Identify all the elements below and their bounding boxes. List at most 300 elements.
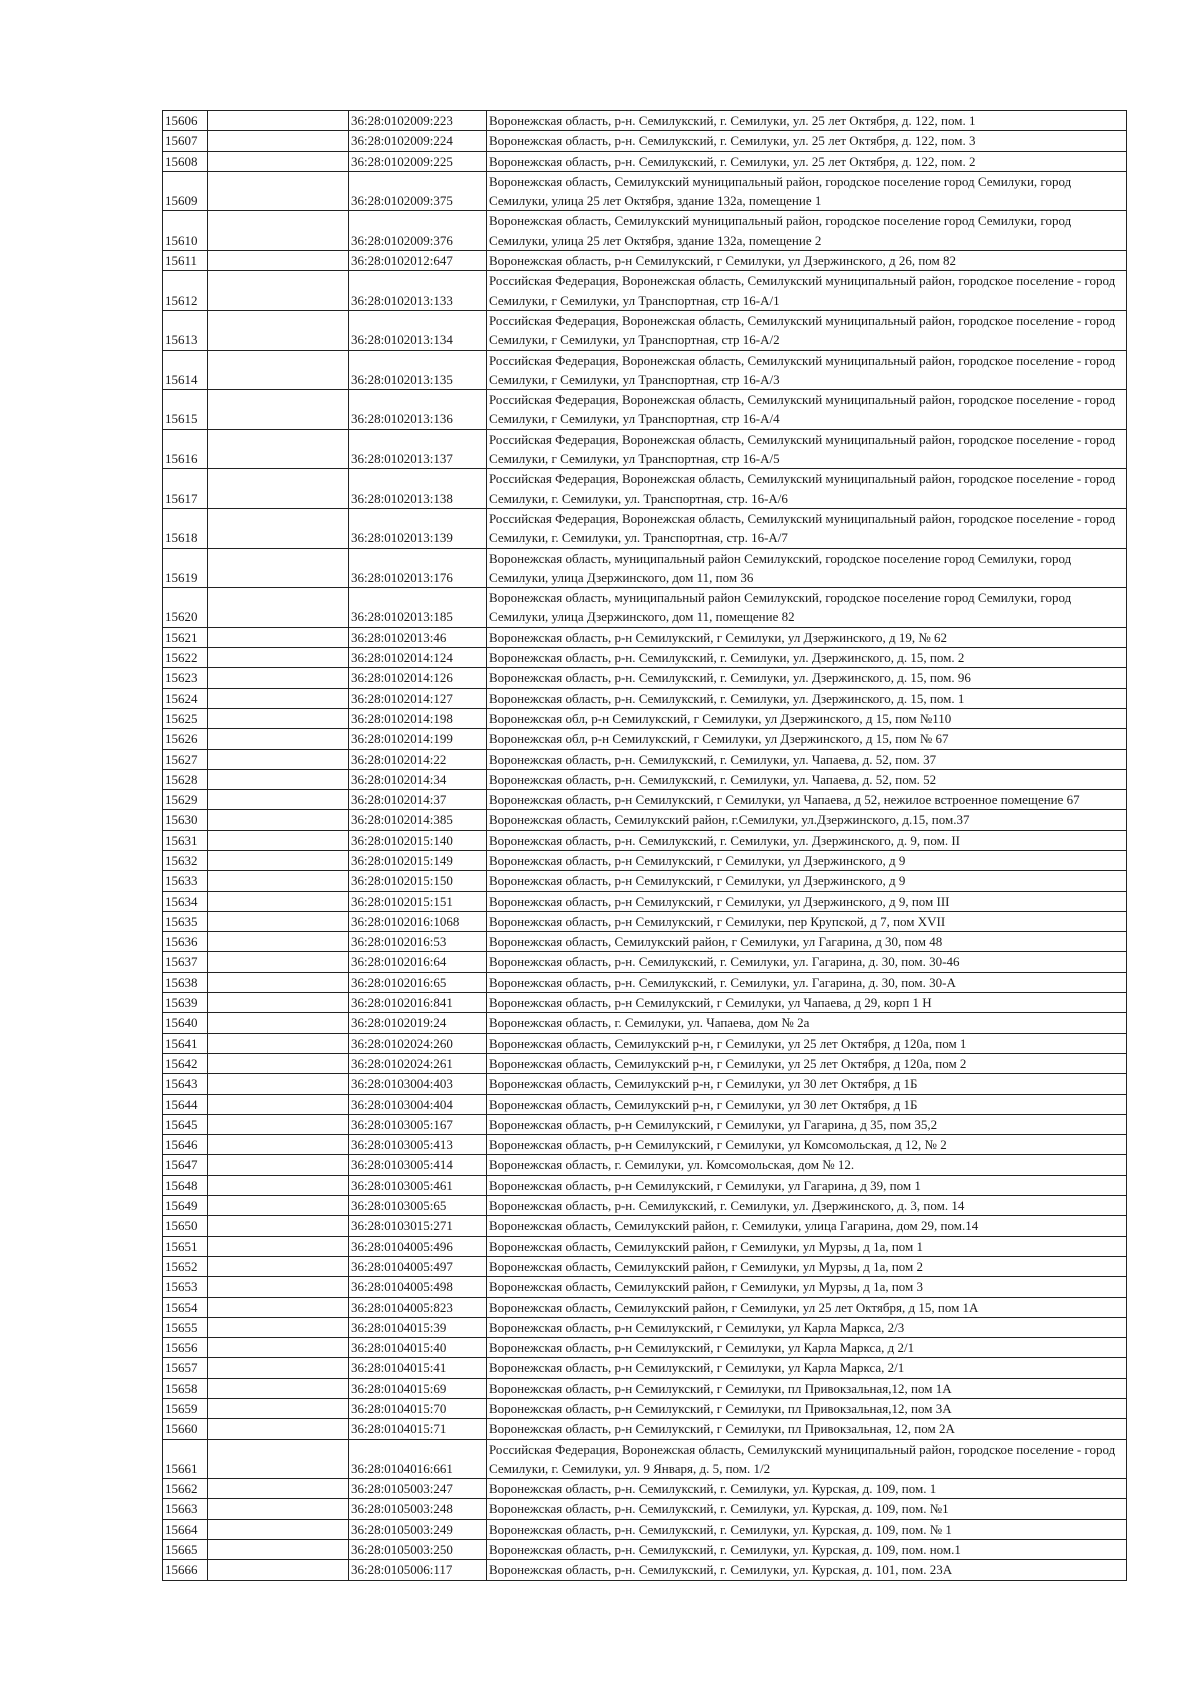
cadastral-number-cell: 36:28:0102013:136 <box>349 390 487 430</box>
table-row <box>163 972 1127 992</box>
empty-cell <box>208 1135 349 1155</box>
address-cell: Воронежская область, р-н. Семилукский, г. Семилуки, ул. 25 лет Октября, д. 122, пом. 3 <box>487 131 1127 151</box>
row-number-cell: 15623 <box>163 668 208 688</box>
address-cell: Воронежская область, р-н. Семилукский, г. Семилуки, ул. 25 лет Октября, д. 122, пом. 2 <box>487 151 1127 171</box>
row-number-cell: 15615 <box>163 390 208 430</box>
cadastral-number-cell: 36:28:0102019:24 <box>349 1013 487 1033</box>
empty-cell <box>208 548 349 588</box>
empty-cell <box>208 1419 349 1439</box>
table-row <box>163 952 1127 972</box>
address-cell: Российская Федерация, Воронежская область, Семилукский муниципальный район, городское поселение - город Семилуки, г Семилуки, ул Транспортная, стр 16-А/3 <box>487 350 1127 390</box>
table-row <box>163 111 1127 131</box>
table-row <box>163 1399 1127 1419</box>
table-row <box>163 548 1127 588</box>
address-cell: Воронежская область, р-н Семилукский, г Семилуки, пер Крупской, д 7, пом XVII <box>487 911 1127 931</box>
table-row <box>163 1338 1127 1358</box>
cadastral-number-cell: 36:28:0102016:64 <box>349 952 487 972</box>
cadastral-number-cell: 36:28:0103005:413 <box>349 1135 487 1155</box>
cadastral-number-cell: 36:28:0104015:40 <box>349 1338 487 1358</box>
address-cell: Российская Федерация, Воронежская область, Семилукский муниципальный район, городское поселение - город Семилуки, г Семилуки, ул Транспортная, стр 16-А/1 <box>487 271 1127 311</box>
cadastral-number-cell: 36:28:0102013:133 <box>349 271 487 311</box>
address-cell: Воронежская область, Семилукский муниципальный район, городское поселение город Семилуки, город Семилуки, улица 25 лет Октября, здание 132а, помещение 2 <box>487 211 1127 251</box>
row-number-cell: 15659 <box>163 1399 208 1419</box>
table-row <box>163 271 1127 311</box>
cadastral-number-cell: 36:28:0102013:176 <box>349 548 487 588</box>
cadastral-number-cell: 36:28:0102014:126 <box>349 668 487 688</box>
row-number-cell: 15636 <box>163 932 208 952</box>
row-number-cell: 15648 <box>163 1175 208 1195</box>
cadastral-number-cell: 36:28:0102024:260 <box>349 1033 487 1053</box>
address-cell: Воронежская область, р-н Семилукский, г Семилуки, ул Гагарина, д 39, пом 1 <box>487 1175 1127 1195</box>
address-cell: Воронежская область, р-н. Семилукский, г. Семилуки, ул. Гагарина, д. 30, пом. 30-А <box>487 972 1127 992</box>
address-cell: Воронежская область, Семилукский р-н, г Семилуки, ул 30 лет Октября, д 1Б <box>487 1094 1127 1114</box>
row-number-cell: 15607 <box>163 131 208 151</box>
cadastral-number-cell: 36:28:0102013:135 <box>349 350 487 390</box>
table-row <box>163 1033 1127 1053</box>
empty-cell <box>208 1277 349 1297</box>
row-number-cell: 15611 <box>163 251 208 271</box>
address-cell: Воронежская область, р-н Семилукский, г Семилуки, ул Дзержинского, д 26, пом 82 <box>487 251 1127 271</box>
address-cell: Воронежская область, Семилукский район, г. Семилуки, улица Гагарина, дом 29, пом.14 <box>487 1216 1127 1236</box>
cadastral-number-cell: 36:28:0102014:385 <box>349 810 487 830</box>
table-row <box>163 749 1127 769</box>
registry-table-body <box>163 111 1127 1581</box>
table-row <box>163 1317 1127 1337</box>
table-row <box>163 1175 1127 1195</box>
address-cell: Воронежская область, Семилукский р-н, г Семилуки, ул 30 лет Октября, д 1Б <box>487 1074 1127 1094</box>
table-row <box>163 1297 1127 1317</box>
table-row <box>163 729 1127 749</box>
table-row <box>163 1216 1127 1236</box>
row-number-cell: 15634 <box>163 891 208 911</box>
empty-cell <box>208 1499 349 1519</box>
row-number-cell: 15624 <box>163 688 208 708</box>
address-cell: Воронежская область, Семилукский район, г Семилуки, ул Мурзы, д 1а, пом 2 <box>487 1256 1127 1276</box>
row-number-cell: 15609 <box>163 171 208 211</box>
empty-cell <box>208 1155 349 1175</box>
row-number-cell: 15662 <box>163 1479 208 1499</box>
address-cell: Воронежская область, р-н Семилукский, г Семилуки, ул Карла Маркса, 2/3 <box>487 1317 1127 1337</box>
table-row <box>163 1196 1127 1216</box>
address-cell: Воронежская область, р-н. Семилукский, г. Семилуки, ул. Чапаева, д. 52, пом. 37 <box>487 749 1127 769</box>
table-row <box>163 627 1127 647</box>
table-row <box>163 350 1127 390</box>
table-row <box>163 588 1127 628</box>
address-cell: Воронежская область, р-н Семилукский, г Семилуки, ул Дзержинского, д 9 <box>487 871 1127 891</box>
empty-cell <box>208 1196 349 1216</box>
empty-cell <box>208 1540 349 1560</box>
address-cell: Воронежская область, р-н. Семилукский, г. Семилуки, ул. Курская, д. 109, пом. № 1 <box>487 1519 1127 1539</box>
empty-cell <box>208 390 349 430</box>
row-number-cell: 15613 <box>163 310 208 350</box>
address-cell: Воронежская область, р-н Семилукский, г Семилуки, ул Карла Маркса, д 2/1 <box>487 1338 1127 1358</box>
row-number-cell: 15610 <box>163 211 208 251</box>
table-row <box>163 688 1127 708</box>
row-number-cell: 15645 <box>163 1114 208 1134</box>
table-row <box>163 1155 1127 1175</box>
row-number-cell: 15652 <box>163 1256 208 1276</box>
row-number-cell: 15633 <box>163 871 208 891</box>
row-number-cell: 15644 <box>163 1094 208 1114</box>
empty-cell <box>208 688 349 708</box>
address-cell: Воронежская область, р-н. Семилукский, г. Семилуки, ул. Дзержинского, д. 3, пом. 14 <box>487 1196 1127 1216</box>
cadastral-number-cell: 36:28:0103015:271 <box>349 1216 487 1236</box>
row-number-cell: 15646 <box>163 1135 208 1155</box>
row-number-cell: 15640 <box>163 1013 208 1033</box>
cadastral-number-cell: 36:28:0102016:53 <box>349 932 487 952</box>
empty-cell <box>208 131 349 151</box>
empty-cell <box>208 668 349 688</box>
row-number-cell: 15642 <box>163 1053 208 1073</box>
row-number-cell: 15665 <box>163 1540 208 1560</box>
address-cell: Воронежская область, р-н Семилукский, г Семилуки, пл Привокзальная, 12, пом 2А <box>487 1419 1127 1439</box>
cadastral-number-cell: 36:28:0104015:41 <box>349 1358 487 1378</box>
row-number-cell: 15622 <box>163 648 208 668</box>
address-cell: Воронежская область, р-н. Семилукский, г. Семилуки, ул. Курская, д. 101, пом. 23А <box>487 1560 1127 1580</box>
row-number-cell: 15658 <box>163 1378 208 1398</box>
table-row <box>163 668 1127 688</box>
cadastral-number-cell: 36:28:0104015:69 <box>349 1378 487 1398</box>
cadastral-number-cell: 36:28:0102015:140 <box>349 830 487 850</box>
empty-cell <box>208 932 349 952</box>
address-cell: Воронежская область, р-н. Семилукский, г. Семилуки, ул. Дзержинского, д. 15, пом. 96 <box>487 668 1127 688</box>
empty-cell <box>208 251 349 271</box>
cadastral-number-cell: 36:28:0102013:137 <box>349 429 487 469</box>
empty-cell <box>208 1317 349 1337</box>
table-row <box>163 508 1127 548</box>
address-cell: Воронежская обл, р-н Семилукский, г Семилуки, ул Дзержинского, д 15, пом № 67 <box>487 729 1127 749</box>
row-number-cell: 15631 <box>163 830 208 850</box>
row-number-cell: 15614 <box>163 350 208 390</box>
address-cell: Воронежская область, Семилукский муниципальный район, городское поселение город Семилуки, город Семилуки, улица 25 лет Октября, здание 132а, помещение 1 <box>487 171 1127 211</box>
cadastral-number-cell: 36:28:0102013:139 <box>349 508 487 548</box>
cadastral-number-cell: 36:28:0103005:461 <box>349 1175 487 1195</box>
row-number-cell: 15608 <box>163 151 208 171</box>
row-number-cell: 15651 <box>163 1236 208 1256</box>
table-row <box>163 390 1127 430</box>
table-row <box>163 850 1127 870</box>
empty-cell <box>208 1338 349 1358</box>
cadastral-number-cell: 36:28:0103005:167 <box>349 1114 487 1134</box>
address-cell: Воронежская область, р-н Семилукский, г Семилуки, пл Привокзальная,12, пом 3А <box>487 1399 1127 1419</box>
empty-cell <box>208 469 349 509</box>
table-row <box>163 871 1127 891</box>
empty-cell <box>208 1378 349 1398</box>
row-number-cell: 15655 <box>163 1317 208 1337</box>
cadastral-number-cell: 36:28:0102009:375 <box>349 171 487 211</box>
address-cell: Российская Федерация, Воронежская область, Семилукский муниципальный район, городское поселение - город Семилуки, г Семилуки, ул Транспортная, стр 16-А/2 <box>487 310 1127 350</box>
table-row <box>163 1074 1127 1094</box>
address-cell: Российская Федерация, Воронежская область, Семилукский муниципальный район, городское поселение - город Семилуки, г. Семилуки, ул. 9 Января, д. 5, пом. 1/2 <box>487 1439 1127 1479</box>
cadastral-number-cell: 36:28:0102009:223 <box>349 111 487 131</box>
empty-cell <box>208 1236 349 1256</box>
empty-cell <box>208 1053 349 1073</box>
address-cell: Воронежская область, Семилукский район, г Семилуки, ул Гагарина, д 30, пом 48 <box>487 932 1127 952</box>
table-row <box>163 251 1127 271</box>
cadastral-number-cell: 36:28:0105003:250 <box>349 1540 487 1560</box>
empty-cell <box>208 271 349 311</box>
address-cell: Воронежская область, р-н Семилукский, г Семилуки, ул Дзержинского, д 9, пом III <box>487 891 1127 911</box>
empty-cell <box>208 1399 349 1419</box>
table-row <box>163 648 1127 668</box>
address-cell: Воронежская область, р-н. Семилукский, г. Семилуки, ул. Курская, д. 109, пом. 1 <box>487 1479 1127 1499</box>
empty-cell <box>208 171 349 211</box>
address-cell: Воронежская область, р-н Семилукский, г Семилуки, ул Дзержинского, д 19, № 62 <box>487 627 1127 647</box>
cadastral-number-cell: 36:28:0105006:117 <box>349 1560 487 1580</box>
empty-cell <box>208 1297 349 1317</box>
empty-cell <box>208 769 349 789</box>
table-row <box>163 790 1127 810</box>
table-row <box>163 891 1127 911</box>
row-number-cell: 15606 <box>163 111 208 131</box>
cadastral-number-cell: 36:28:0104005:498 <box>349 1277 487 1297</box>
empty-cell <box>208 952 349 972</box>
empty-cell <box>208 1358 349 1378</box>
table-row <box>163 769 1127 789</box>
row-number-cell: 15632 <box>163 850 208 870</box>
address-cell: Воронежская область, Семилукский р-н, г Семилуки, ул 25 лет Октября, д 120а, пом 2 <box>487 1053 1127 1073</box>
address-cell: Воронежская область, р-н Семилукский, г Семилуки, ул Карла Маркса, 2/1 <box>487 1358 1127 1378</box>
empty-cell <box>208 1439 349 1479</box>
table-row <box>163 211 1127 251</box>
cadastral-number-cell: 36:28:0105003:248 <box>349 1499 487 1519</box>
address-cell: Воронежская область, р-н Семилукский, г Семилуки, ул Дзержинского, д 9 <box>487 850 1127 870</box>
table-row <box>163 429 1127 469</box>
empty-cell <box>208 871 349 891</box>
address-cell: Воронежская область, Семилукский район, г Семилуки, ул Мурзы, д 1а, пом 1 <box>487 1236 1127 1256</box>
cadastral-number-cell: 36:28:0102009:224 <box>349 131 487 151</box>
cadastral-number-cell: 36:28:0103005:65 <box>349 1196 487 1216</box>
table-row <box>163 1236 1127 1256</box>
empty-cell <box>208 211 349 251</box>
table-row <box>163 1479 1127 1499</box>
row-number-cell: 15618 <box>163 508 208 548</box>
cadastral-number-cell: 36:28:0102016:1068 <box>349 911 487 931</box>
row-number-cell: 15649 <box>163 1196 208 1216</box>
empty-cell <box>208 111 349 131</box>
address-cell: Воронежская область, Семилукский район, г Семилуки, ул 25 лет Октября, д 15, пом 1А <box>487 1297 1127 1317</box>
row-number-cell: 15621 <box>163 627 208 647</box>
row-number-cell: 15638 <box>163 972 208 992</box>
cadastral-number-cell: 36:28:0102015:149 <box>349 850 487 870</box>
address-cell: Воронежская область, р-н. Семилукский, г. Семилуки, ул. Гагарина, д. 30, пом. 30-46 <box>487 952 1127 972</box>
address-cell: Воронежская область, г. Семилуки, ул. Комсомольская, дом № 12. <box>487 1155 1127 1175</box>
row-number-cell: 15661 <box>163 1439 208 1479</box>
table-row <box>163 151 1127 171</box>
cadastral-number-cell: 36:28:0102014:199 <box>349 729 487 749</box>
empty-cell <box>208 310 349 350</box>
address-cell: Воронежская область, р-н Семилукский, г Семилуки, ул Чапаева, д 29, корп 1 Н <box>487 993 1127 1013</box>
cadastral-number-cell: 36:28:0102024:261 <box>349 1053 487 1073</box>
empty-cell <box>208 850 349 870</box>
cadastral-number-cell: 36:28:0102015:151 <box>349 891 487 911</box>
row-number-cell: 15617 <box>163 469 208 509</box>
empty-cell <box>208 1479 349 1499</box>
table-row <box>163 1094 1127 1114</box>
cadastral-number-cell: 36:28:0105003:247 <box>349 1479 487 1499</box>
empty-cell <box>208 810 349 830</box>
row-number-cell: 15626 <box>163 729 208 749</box>
address-cell: Воронежская область, Семилукский р-н, г Семилуки, ул 25 лет Октября, д 120а, пом 1 <box>487 1033 1127 1053</box>
cadastral-number-cell: 36:28:0102013:46 <box>349 627 487 647</box>
address-cell: Воронежская область, р-н. Семилукский, г. Семилуки, ул. 25 лет Октября, д. 122, пом. 1 <box>487 111 1127 131</box>
table-row <box>163 911 1127 931</box>
cadastral-number-cell: 36:28:0102009:376 <box>349 211 487 251</box>
table-row <box>163 1519 1127 1539</box>
cadastral-number-cell: 36:28:0104005:496 <box>349 1236 487 1256</box>
empty-cell <box>208 1094 349 1114</box>
address-cell: Воронежская область, г. Семилуки, ул. Чапаева, дом № 2а <box>487 1013 1127 1033</box>
cadastral-number-cell: 36:28:0102013:185 <box>349 588 487 628</box>
row-number-cell: 15647 <box>163 1155 208 1175</box>
row-number-cell: 15620 <box>163 588 208 628</box>
table-row <box>163 1419 1127 1439</box>
address-cell: Российская Федерация, Воронежская область, Семилукский муниципальный район, городское поселение - город Семилуки, г Семилуки, ул Транспортная, стр 16-А/4 <box>487 390 1127 430</box>
address-cell: Российская Федерация, Воронежская область, Семилукский муниципальный район, городское поселение - город Семилуки, г. Семилуки, ул. Транспортная, стр. 16-А/6 <box>487 469 1127 509</box>
table-row <box>163 171 1127 211</box>
row-number-cell: 15629 <box>163 790 208 810</box>
table-row <box>163 708 1127 728</box>
empty-cell <box>208 830 349 850</box>
address-cell: Воронежская область, р-н Семилукский, г Семилуки, ул Чапаева, д 52, нежилое встроенное помещение 67 <box>487 790 1127 810</box>
table-row <box>163 131 1127 151</box>
cadastral-number-cell: 36:28:0102012:647 <box>349 251 487 271</box>
address-cell: Воронежская область, муниципальный район Семилукский, городское поселение город Семилуки, город Семилуки, улица Дзержинского, дом 11, помещение 82 <box>487 588 1127 628</box>
table-row <box>163 1560 1127 1580</box>
cadastral-number-cell: 36:28:0104005:823 <box>349 1297 487 1317</box>
address-cell: Воронежская область, р-н. Семилукский, г. Семилуки, ул. Дзержинского, д. 9, пом. II <box>487 830 1127 850</box>
empty-cell <box>208 911 349 931</box>
address-cell: Воронежская область, р-н. Семилукский, г. Семилуки, ул. Курская, д. 109, пом. №1 <box>487 1499 1127 1519</box>
row-number-cell: 15625 <box>163 708 208 728</box>
cadastral-number-cell: 36:28:0102014:124 <box>349 648 487 668</box>
row-number-cell: 15666 <box>163 1560 208 1580</box>
cadastral-number-cell: 36:28:0102014:37 <box>349 790 487 810</box>
table-row <box>163 830 1127 850</box>
table-row <box>163 1439 1127 1479</box>
address-cell: Воронежская область, р-н. Семилукский, г. Семилуки, ул. Дзержинского, д. 15, пом. 1 <box>487 688 1127 708</box>
table-row <box>163 469 1127 509</box>
table-row <box>163 1499 1127 1519</box>
cadastral-number-cell: 36:28:0102014:127 <box>349 688 487 708</box>
empty-cell <box>208 1175 349 1195</box>
empty-cell <box>208 1013 349 1033</box>
table-row <box>163 1053 1127 1073</box>
table-row <box>163 1358 1127 1378</box>
address-cell: Воронежская область, Семилукский район, г Семилуки, ул Мурзы, д 1а, пом 3 <box>487 1277 1127 1297</box>
row-number-cell: 15660 <box>163 1419 208 1439</box>
row-number-cell: 15630 <box>163 810 208 830</box>
empty-cell <box>208 729 349 749</box>
row-number-cell: 15635 <box>163 911 208 931</box>
cadastral-number-cell: 36:28:0104015:71 <box>349 1419 487 1439</box>
empty-cell <box>208 891 349 911</box>
address-cell: Воронежская область, р-н. Семилукский, г. Семилуки, ул. Курская, д. 109, пом. ном.1 <box>487 1540 1127 1560</box>
cadastral-number-cell: 36:28:0102014:34 <box>349 769 487 789</box>
cadastral-number-cell: 36:28:0103004:404 <box>349 1094 487 1114</box>
cadastral-number-cell: 36:28:0105003:249 <box>349 1519 487 1539</box>
row-number-cell: 15637 <box>163 952 208 972</box>
address-cell: Воронежская область, Семилукский район, г.Семилуки, ул.Дзержинского, д.15, пом.37 <box>487 810 1127 830</box>
empty-cell <box>208 972 349 992</box>
address-cell: Воронежская область, р-н Семилукский, г Семилуки, ул Гагарина, д 35, пом 35,2 <box>487 1114 1127 1134</box>
empty-cell <box>208 350 349 390</box>
address-cell: Воронежская область, муниципальный район Семилукский, городское поселение город Семилуки, город Семилуки, улица Дзержинского, дом 11, пом 36 <box>487 548 1127 588</box>
table-row <box>163 1013 1127 1033</box>
empty-cell <box>208 1216 349 1236</box>
row-number-cell: 15619 <box>163 548 208 588</box>
table-row <box>163 1540 1127 1560</box>
address-cell: Воронежская обл, р-н Семилукский, г Семилуки, ул Дзержинского, д 15, пом №110 <box>487 708 1127 728</box>
row-number-cell: 15650 <box>163 1216 208 1236</box>
empty-cell <box>208 648 349 668</box>
empty-cell <box>208 429 349 469</box>
empty-cell <box>208 993 349 1013</box>
table-row <box>163 810 1127 830</box>
table-row <box>163 310 1127 350</box>
table-row <box>163 1114 1127 1134</box>
cadastral-number-cell: 36:28:0103004:403 <box>349 1074 487 1094</box>
cadastral-number-cell: 36:28:0103005:414 <box>349 1155 487 1175</box>
row-number-cell: 15664 <box>163 1519 208 1539</box>
table-row <box>163 1135 1127 1155</box>
cadastral-number-cell: 36:28:0102014:22 <box>349 749 487 769</box>
empty-cell <box>208 627 349 647</box>
table-row <box>163 1256 1127 1276</box>
row-number-cell: 15612 <box>163 271 208 311</box>
cadastral-number-cell: 36:28:0102013:138 <box>349 469 487 509</box>
cadastral-number-cell: 36:28:0104015:70 <box>349 1399 487 1419</box>
cadastral-number-cell: 36:28:0102016:841 <box>349 993 487 1013</box>
cadastral-number-cell: 36:28:0104015:39 <box>349 1317 487 1337</box>
cadastral-number-cell: 36:28:0102014:198 <box>349 708 487 728</box>
empty-cell <box>208 1256 349 1276</box>
address-cell: Воронежская область, р-н. Семилукский, г. Семилуки, ул. Чапаева, д. 52, пом. 52 <box>487 769 1127 789</box>
table-row <box>163 993 1127 1013</box>
empty-cell <box>208 588 349 628</box>
empty-cell <box>208 1519 349 1539</box>
cadastral-number-cell: 36:28:0104016:661 <box>349 1439 487 1479</box>
cadastral-number-cell: 36:28:0102016:65 <box>349 972 487 992</box>
empty-cell <box>208 790 349 810</box>
row-number-cell: 15627 <box>163 749 208 769</box>
row-number-cell: 15639 <box>163 993 208 1013</box>
table-row <box>163 1277 1127 1297</box>
row-number-cell: 15656 <box>163 1338 208 1358</box>
row-number-cell: 15628 <box>163 769 208 789</box>
row-number-cell: 15641 <box>163 1033 208 1053</box>
empty-cell <box>208 749 349 769</box>
table-row <box>163 1378 1127 1398</box>
address-cell: Российская Федерация, Воронежская область, Семилукский муниципальный район, городское поселение - город Семилуки, г. Семилуки, ул. Транспортная, стр. 16-А/7 <box>487 508 1127 548</box>
row-number-cell: 15663 <box>163 1499 208 1519</box>
address-cell: Воронежская область, р-н. Семилукский, г. Семилуки, ул. Дзержинского, д. 15, пом. 2 <box>487 648 1127 668</box>
row-number-cell: 15657 <box>163 1358 208 1378</box>
cadastral-number-cell: 36:28:0102015:150 <box>349 871 487 891</box>
table-row <box>163 932 1127 952</box>
cadastral-number-cell: 36:28:0102013:134 <box>349 310 487 350</box>
empty-cell <box>208 151 349 171</box>
row-number-cell: 15653 <box>163 1277 208 1297</box>
empty-cell <box>208 1114 349 1134</box>
row-number-cell: 15616 <box>163 429 208 469</box>
address-cell: Воронежская область, р-н Семилукский, г Семилуки, ул Комсомольская, д 12, № 2 <box>487 1135 1127 1155</box>
row-number-cell: 15643 <box>163 1074 208 1094</box>
empty-cell <box>208 508 349 548</box>
cadastral-number-cell: 36:28:0104005:497 <box>349 1256 487 1276</box>
empty-cell <box>208 1033 349 1053</box>
empty-cell <box>208 1560 349 1580</box>
